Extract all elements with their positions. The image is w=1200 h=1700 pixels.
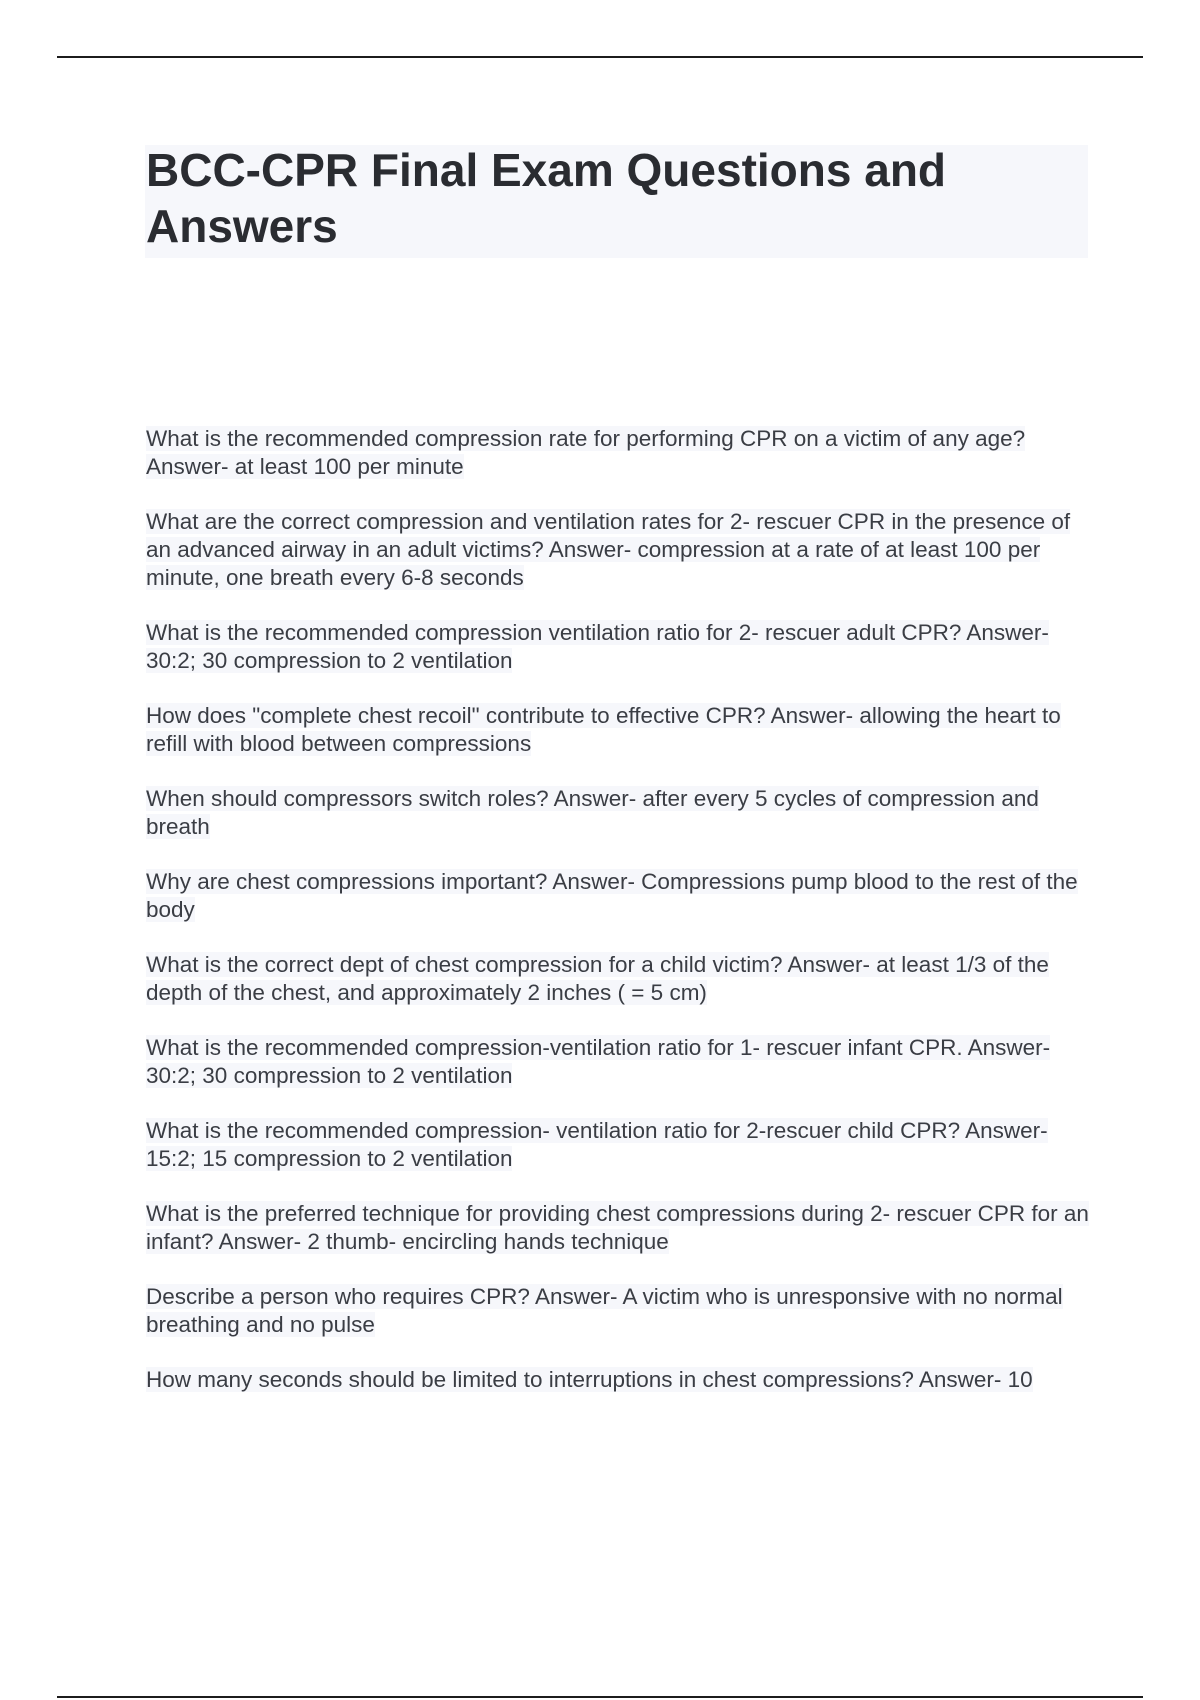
qa-text: What is the correct dept of chest compression for a child victim? Answer- at least 1/3 of the depth of the chest, and approximately 2 inches ( = 5 cm) xyxy=(146,952,1049,1005)
qa-text: Describe a person who requires CPR? Answer- A victim who is unresponsive with no normal breathing and no pulse xyxy=(146,1284,1063,1337)
qa-text: What is the recommended compression rate for performing CPR on a victim of any age? Answer- at least 100 per minute xyxy=(146,426,1026,479)
qa-item-8 xyxy=(146,1034,1096,1090)
bottom-rule xyxy=(57,1696,1143,1698)
qa-text: What is the recommended compression- ventilation ratio for 2-rescuer child CPR? Answer- 15:2; 15 compression to 2 ventilation xyxy=(146,1118,1048,1171)
qa-item-6 xyxy=(146,868,1096,924)
page-title: BCC-CPR Final Exam Questions and Answers xyxy=(146,144,947,252)
qa-item-7 xyxy=(146,951,1096,1007)
qa-text: When should compressors switch roles? Answer- after every 5 cycles of compression and breath xyxy=(146,786,1039,839)
qa-text: What are the correct compression and ventilation rates for 2- rescuer CPR in the presence of an advanced airway in an adult victims? Answer- compression at a rate of at least 100 per minute, one breath every 6-8 seconds xyxy=(146,509,1071,590)
qa-item-3 xyxy=(146,619,1096,675)
qa-item-2 xyxy=(146,508,1096,592)
qa-item-1 xyxy=(146,425,1096,481)
qa-item-9 xyxy=(146,1117,1096,1173)
qa-text: How does "complete chest recoil" contribute to effective CPR? Answer- allowing the heart to refill with blood between compressions xyxy=(146,703,1061,756)
qa-text: What is the preferred technique for providing chest compressions during 2- rescuer CPR for an infant? Answer- 2 thumb- encircling hands technique xyxy=(146,1201,1089,1254)
qa-item-10 xyxy=(146,1200,1096,1256)
qa-item-4 xyxy=(146,702,1096,758)
qa-text: What is the recommended compression ventilation ratio for 2- rescuer adult CPR? Answer- 30:2; 30 compression to 2 ventilation xyxy=(146,620,1049,673)
qa-text: What is the recommended compression-ventilation ratio for 1- rescuer infant CPR. Answer- 30:2; 30 compression to 2 ventilation xyxy=(146,1035,1051,1088)
qa-text: Why are chest compressions important? Answer- Compressions pump blood to the rest of the body xyxy=(146,869,1078,922)
qa-list xyxy=(146,425,1096,1421)
qa-text: How many seconds should be limited to interruptions in chest compressions? Answer- 10 xyxy=(146,1367,1033,1392)
qa-item-11 xyxy=(146,1283,1096,1339)
qa-item-5 xyxy=(146,785,1096,841)
qa-item-12 xyxy=(146,1366,1096,1394)
top-rule xyxy=(57,56,1143,58)
